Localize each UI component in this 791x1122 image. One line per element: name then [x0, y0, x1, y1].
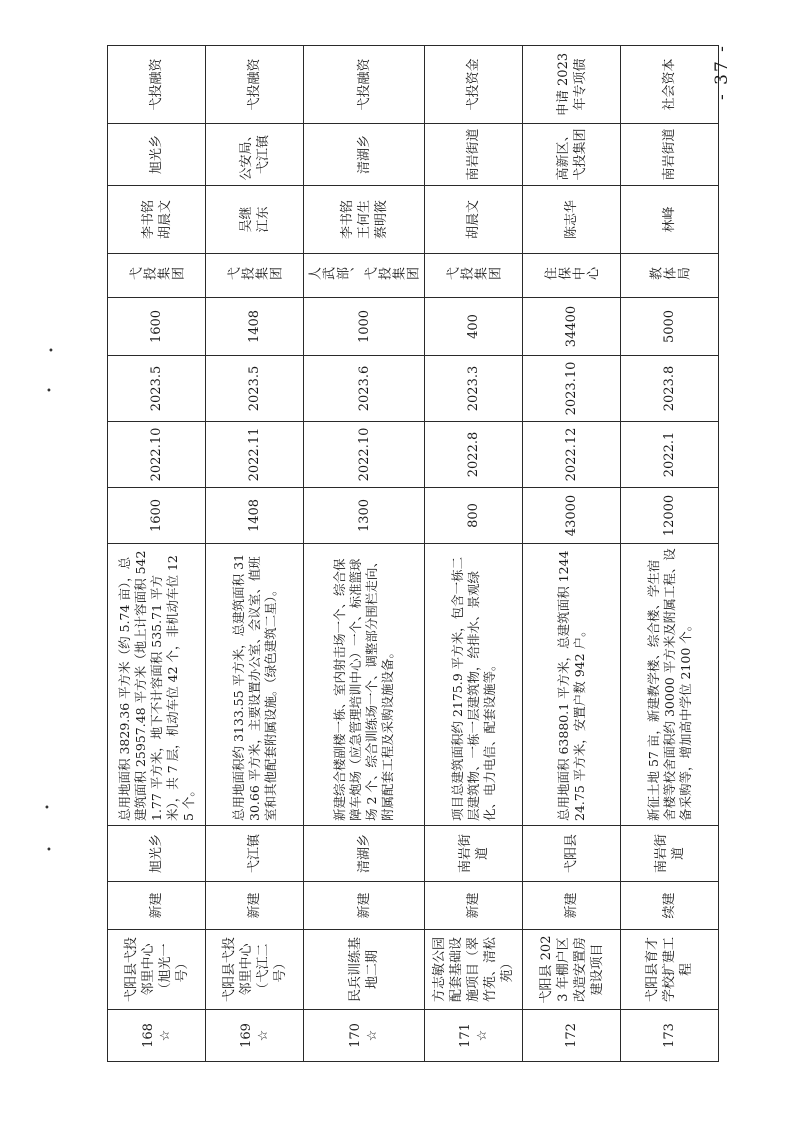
- project-table-rotated: [107, 46, 697, 1062]
- fund-source-cell: 弋投资金: [425, 46, 523, 124]
- owner-unit-cell: 住保中心: [523, 254, 621, 298]
- start-date-cell: 2022.12: [523, 422, 621, 488]
- fund-source-cell: 社会资本: [621, 46, 719, 124]
- fund-source-cell: 弋投融资: [304, 46, 425, 124]
- construction-content-cell: 总用地面积约 3133.55 平方米，总建筑面积 3130.66 平方米，主要设置办公室、会议室、值班室和其他配套附属设施。（绿色建筑二星）。: [206, 544, 304, 826]
- responsible-leader-cell: 吴继 江东: [206, 186, 304, 254]
- row-number-cell: 171 ☆: [425, 1010, 523, 1062]
- construction-content-cell: 项目总建筑面积约 2175.9 平方米，包含一栋二层建筑物、一栋一层建筑物，给排水、景观绿化、电力电信、配套设施等。: [425, 544, 523, 826]
- location-cell: 弋江镇: [206, 826, 304, 882]
- total-investment-cell: 1600: [108, 488, 206, 544]
- annual-investment-cell: 400: [425, 298, 523, 356]
- table-row: [108, 46, 206, 1062]
- construction-content-cell: 总用地面积 63880.1 平方米，总建筑面积 124424.75 平方米，安置户数 942 户。: [523, 544, 621, 826]
- start-date-cell: 2022.10: [304, 422, 425, 488]
- project-name-cell: 弋阳县育才学校扩建工程: [621, 930, 719, 1010]
- total-investment-cell: 1408: [206, 488, 304, 544]
- end-date-cell: 2023.5: [108, 356, 206, 422]
- start-date-cell: 2022.8: [425, 422, 523, 488]
- total-investment-cell: 800: [425, 488, 523, 544]
- row-number-cell: 169 ☆: [206, 1010, 304, 1062]
- responsible-unit-cell: 清湖乡: [304, 124, 425, 186]
- table-row: [621, 46, 719, 1062]
- responsible-unit-cell: 南岩街道: [425, 124, 523, 186]
- annual-investment-cell: 34400: [523, 298, 621, 356]
- end-date-cell: 2023.3: [425, 356, 523, 422]
- annual-investment-cell: 1408: [206, 298, 304, 356]
- responsible-leader-cell: 李书铭 王何生 蔡明筱: [304, 186, 425, 254]
- construction-type-cell: 新建: [425, 882, 523, 930]
- total-investment-cell: 1300: [304, 488, 425, 544]
- scan-mark: •: [48, 346, 54, 357]
- project-name-cell: 方志敏公园配套基础设施项目（翠竹苑、清松苑）: [425, 930, 523, 1010]
- location-cell: 南岩街道: [621, 826, 719, 882]
- annual-investment-cell: 1000: [304, 298, 425, 356]
- responsible-unit-cell: 公安局、弋江镇: [206, 124, 304, 186]
- table-row: [206, 46, 304, 1062]
- construction-type-cell: 新建: [304, 882, 425, 930]
- row-number-cell: 173: [621, 1010, 719, 1062]
- location-cell: 清湖乡: [304, 826, 425, 882]
- table-row: [304, 46, 425, 1062]
- project-name-cell: 民兵训练基地二期: [304, 930, 425, 1010]
- row-number-cell: 168 ☆: [108, 1010, 206, 1062]
- start-date-cell: 2022.1: [621, 422, 719, 488]
- scan-mark: •: [46, 845, 52, 856]
- owner-unit-cell: 教体局: [621, 254, 719, 298]
- total-investment-cell: 12000: [621, 488, 719, 544]
- end-date-cell: 2023.6: [304, 356, 425, 422]
- start-date-cell: 2022.11: [206, 422, 304, 488]
- owner-unit-cell: 弋投集团: [108, 254, 206, 298]
- location-cell: 南岩街道: [425, 826, 523, 882]
- owner-unit-cell: 弋投集团: [425, 254, 523, 298]
- owner-unit-cell: 人武部、弋投集团: [304, 254, 425, 298]
- project-table: [107, 45, 719, 1062]
- scan-mark: •: [46, 386, 52, 397]
- table-row: [425, 46, 523, 1062]
- construction-content-cell: 新征土地 57 亩，新建教学楼、综合楼、学生宿舍楼等校舍面积约 30000 平方米及附属工程、设备采购等，增加高中学位 2100 个。: [621, 544, 719, 826]
- total-investment-cell: 43000: [523, 488, 621, 544]
- row-number-cell: 172: [523, 1010, 621, 1062]
- end-date-cell: 2023.10: [523, 356, 621, 422]
- fund-source-cell: 申请 2023 年专项债: [523, 46, 621, 124]
- page-number: - 37 -: [712, 44, 732, 100]
- project-name-cell: 弋阳县弋投邻里中心（弋江二号）: [206, 930, 304, 1010]
- start-date-cell: 2022.10: [108, 422, 206, 488]
- fund-source-cell: 弋投融资: [206, 46, 304, 124]
- fund-source-cell: 弋投融资: [108, 46, 206, 124]
- responsible-unit-cell: 旭光乡: [108, 124, 206, 186]
- end-date-cell: 2023.5: [206, 356, 304, 422]
- responsible-unit-cell: 南岩街道: [621, 124, 719, 186]
- construction-type-cell: 新建: [206, 882, 304, 930]
- responsible-leader-cell: 林峰: [621, 186, 719, 254]
- end-date-cell: 2023.8: [621, 356, 719, 422]
- responsible-leader-cell: 陈志华: [523, 186, 621, 254]
- project-name-cell: 弋阳县 2023 年棚户区改造安置房建设项目: [523, 930, 621, 1010]
- location-cell: 弋阳县: [523, 826, 621, 882]
- responsible-unit-cell: 高新区、弋投集团: [523, 124, 621, 186]
- construction-content-cell: 新建综合楼副楼一栋、室内射击场一个、综合保障车炮场（应急管理培训中心）一个、标准篮球场 2 个、综合训练场一个、调整部分围栏走向、附属配套工程及采购设施设备。: [304, 544, 425, 826]
- responsible-leader-cell: 李书铭 胡晨文: [108, 186, 206, 254]
- construction-content-cell: 总用地面积 3829.36 平方米（约 5.74 亩），总建筑面积 25957.48 平方米（地上计容面积 5421.77 平方米，地下不计容面积 535.71 平方米），共 7 层，机动车位 42 个，非机动车位 125 个。: [108, 544, 206, 826]
- construction-type-cell: 新建: [523, 882, 621, 930]
- scan-mark: •: [44, 803, 50, 814]
- construction-type-cell: 新建: [108, 882, 206, 930]
- construction-type-cell: 续建: [621, 882, 719, 930]
- responsible-leader-cell: 胡晨文: [425, 186, 523, 254]
- annual-investment-cell: 1600: [108, 298, 206, 356]
- location-cell: 旭光乡: [108, 826, 206, 882]
- owner-unit-cell: 弋投集团: [206, 254, 304, 298]
- annual-investment-cell: 5000: [621, 298, 719, 356]
- table-row: [523, 46, 621, 1062]
- row-number-cell: 170 ☆: [304, 1010, 425, 1062]
- project-name-cell: 弋阳县弋投邻里中心（旭光一号）: [108, 930, 206, 1010]
